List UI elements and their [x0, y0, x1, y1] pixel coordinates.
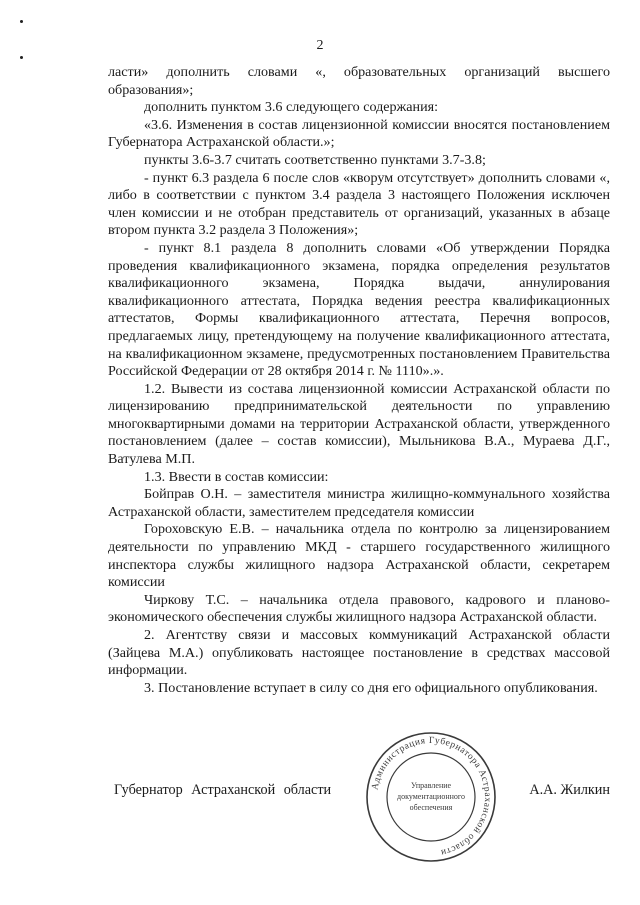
document-body: [108, 64, 610, 697]
paragraph: 1.3. Ввести в состав комиссии:: [144, 468, 329, 485]
paragraph: 3. Постановление вступает в силу со дня его официального опубликования.: [144, 679, 598, 696]
seal-inner-line: обеспечения: [409, 803, 453, 812]
paragraph: Бойправ О.Н. – заместителя министра жилищно-коммунального хозяйства Астраханской области, заместителем председателя комиссии: [108, 486, 610, 520]
paragraph: Чиркову Т.С. – начальника отдела правового, кадрового и планово-экономического обеспечения службы жилищного надзора Астраханской области.: [108, 591, 610, 626]
paragraph: пункты 3.6-3.7 считать соответственно пунктами 3.7-3.8;: [144, 151, 486, 168]
seal-outer-text: Администрация Губернатора Астраханской области: [370, 735, 493, 858]
paragraph: ласти» дополнить словами «, образовательных организаций высшего образования»;: [108, 64, 610, 98]
signatory-title: Губернатор Астраханской области: [114, 782, 332, 798]
paragraph: Гороховскую Е.В. – начальника отдела по контролю за лицензированием деятельности по управлению МКД - старшего государственного жилищного инспектора службы жилищного надзора Астраханской области, секретарем комиссии: [108, 521, 610, 591]
seal-inner-line: Управление: [410, 781, 452, 790]
paragraph: 1.2. Вывести из состава лицензионной комиссии Астраханской области по лицензированию предпринимательской деятельности по управлению многоквартирными домами на территории Астраханской области, утвержденного постановлением (далее – состав комиссии), Мыльникова В.А., Мураева Д.Г., Ватулева М.П.: [108, 380, 610, 468]
official-seal: [364, 730, 498, 864]
paragraph: дополнить пунктом 3.6 следующего содержания:: [144, 99, 439, 116]
paragraph: «3.6. Изменения в состав лицензионной комиссии вносятся постановлением Губернатора Астраханской области.»;: [108, 116, 610, 151]
paragraph: 2. Агентству связи и массовых коммуникаций Астраханской области (Зайцева М.А.) опубликовать настоящее постановление в средствах массовой информации.: [108, 627, 610, 679]
paragraph: - пункт 6.3 раздела 6 после слов «кворум отсутствует» дополнить словами «, либо в соответствии с пунктом 3.4 раздела 3 настоящего Положения исключен член комиссии и не отобран представитель от организаций, указанных в абзаце втором пункта 3.2 раздела 3 Положения»;: [108, 169, 610, 239]
paragraph: - пункт 8.1 раздела 8 дополнить словами «Об утверждении Порядка проведения квалификационного экзамена, порядка определения результатов квалификационного экзамена, Порядка выдачи, аннулирования квалификационного аттестата, Порядка ведения реестра квалификационных аттестатов, Формы квалификационного аттестата, Перечня вопросов, предлагаемых лицу, претендующему на получение квалификационного аттестата, на квалификационном экзамене, предусмотренных постановлением Правительства Российской Федерации от 28 октября 2014 г. № 1110».».: [108, 239, 610, 380]
scan-dot: [20, 20, 23, 23]
signatory-name: А.А. Жилкин: [529, 782, 610, 798]
seal-inner-line: документационного: [397, 792, 465, 801]
scan-dot: [20, 56, 23, 59]
page-number: 2: [316, 38, 324, 53]
